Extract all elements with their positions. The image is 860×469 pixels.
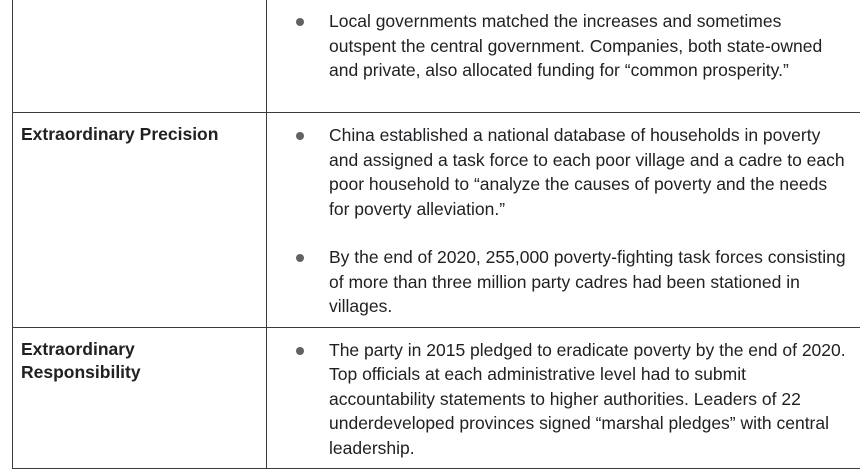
row-content [267, 0, 860, 113]
bullet-text: By the end of 2020, 255,000 poverty-fighting task forces consisting of more than three million party cadres had been stationed in villages. [329, 247, 846, 316]
bullet-item [267, 123, 852, 221]
row-content [267, 113, 860, 328]
policy-table [12, 0, 860, 469]
bullet-item [267, 338, 852, 461]
row-label: Extraordinary Precision [13, 113, 267, 328]
bullet-icon [296, 132, 304, 140]
bullet-text: China established a national database of households in poverty and assigned a task force to each poor village and a cadre to each poor household to “analyze the causes of poverty and the needs for poverty alleviation.” [329, 125, 845, 219]
row-content [267, 327, 860, 469]
bullet-icon [296, 254, 304, 262]
bullet-item [267, 9, 852, 83]
bullet-item [267, 245, 852, 319]
bullet-text: Local governments matched the increases and sometimes outspent the central government. Companies, both state-owned and private, also allocated funding for “common prosperity.” [329, 11, 822, 80]
table-row [13, 113, 860, 328]
row-label [13, 0, 267, 113]
bullet-text: The party in 2015 pledged to eradicate poverty by the end of 2020. Top officials at each administrative level had to submit accountability statements to higher authorities. Leaders of 22 underdeveloped provinces signed “marshal pledges” with central leadership. [329, 340, 846, 458]
bullet-icon [296, 347, 304, 355]
bullet-icon [296, 18, 304, 26]
table-row [13, 327, 860, 469]
table-row [13, 0, 860, 113]
row-label: Extraordinary Responsibility [13, 327, 267, 469]
